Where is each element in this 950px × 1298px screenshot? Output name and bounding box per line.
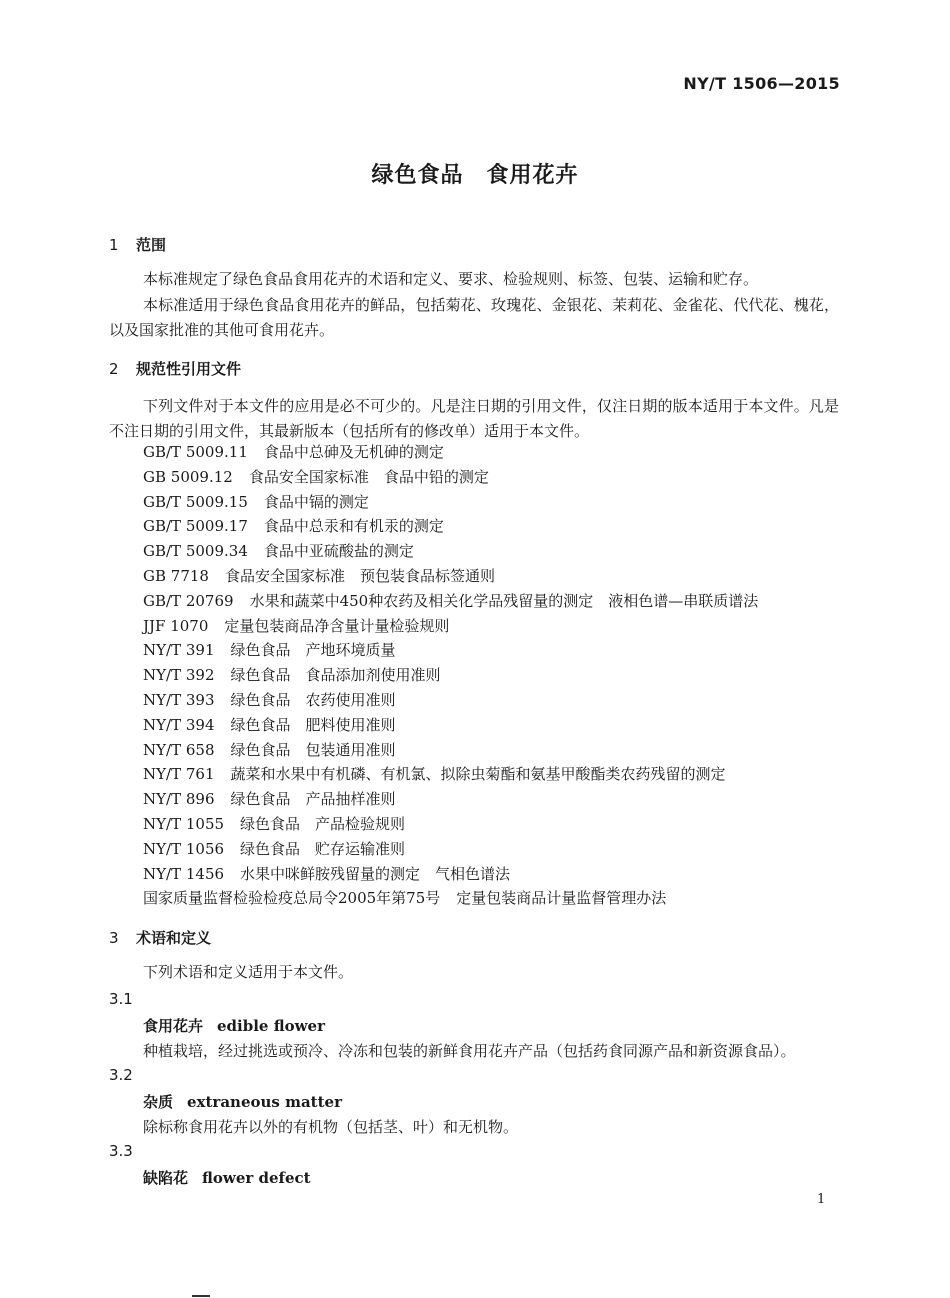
reference-code: GB/T 5009.11: [143, 443, 248, 461]
section-heading-references: [109, 358, 241, 379]
reference-title: 绿色食品 贮存运输准则: [240, 839, 406, 858]
reference-title: 食品中总砷及无机砷的测定: [263, 443, 444, 461]
reference-code: NY/T 1456: [143, 864, 225, 883]
reference-code: NY/T 391: [143, 641, 215, 660]
reference-title: 蔬菜和水果中有机磷、有机氯、拟除虫菊酯和氨基甲酸酯类农药残留的测定: [230, 765, 726, 784]
reference-code: GB/T 20769: [143, 591, 234, 610]
standard-code: NY/T 1506—2015: [683, 74, 840, 93]
list-item: [143, 514, 758, 539]
references-intro: 下列文件对于本文件的应用是必不可少的。凡是注日期的引用文件，仅注日期的版本适用于本文件。凡是不注日期的引用文件，其最新版本（包括所有的修改单）适用于本文件。: [109, 397, 839, 440]
list-item: [143, 837, 758, 862]
term-definition: 除标称食用花卉以外的有机物（包括茎、叶）和无机物。: [143, 1118, 519, 1136]
scope-paragraph-1: 本标准规定了绿色食品食用花卉的术语和定义、要求、检验规则、标签、包装、运输和贮存。: [143, 270, 759, 288]
reference-code: GB/T 5009.17: [143, 517, 248, 536]
term-name-zh: 杂质: [143, 1093, 174, 1111]
list-item: [143, 713, 758, 738]
list-item: [143, 787, 758, 812]
list-item: [143, 465, 758, 490]
reference-title: 食品安全国家标准 预包装食品标签通则: [224, 566, 495, 585]
reference-code: GB/T 5009.15: [143, 492, 248, 511]
list-item: [143, 638, 758, 663]
list-item: [143, 886, 758, 911]
reference-code: NY/T 1055: [143, 814, 225, 833]
reference-code: NY/T 1056: [143, 839, 225, 858]
reference-title: 绿色食品 食品添加剂使用准则: [230, 666, 441, 685]
reference-code: GB/T 5009.34: [143, 542, 248, 561]
section-title: 规范性引用文件: [136, 360, 242, 378]
list-item: [143, 688, 758, 713]
term-name-en: extraneous matter: [187, 1093, 342, 1111]
term-name-zh: 缺陷花: [143, 1169, 189, 1187]
reference-code: GB 5009.12: [143, 467, 233, 486]
reference-title: 绿色食品 产品检验规则: [240, 814, 406, 833]
list-item: [143, 614, 758, 639]
list-item: [143, 762, 758, 787]
section-number: 2: [109, 360, 119, 378]
term-name: [143, 1015, 325, 1036]
terms-intro: 下列术语和定义适用于本文件。: [143, 963, 354, 981]
reference-list: [143, 440, 758, 911]
term-name: [143, 1167, 311, 1188]
section-heading-scope: [109, 234, 166, 255]
term-number: 3.1: [109, 990, 133, 1008]
term-name-en: edible flower: [217, 1017, 325, 1035]
scan-artifact: [192, 1295, 210, 1297]
list-item: [143, 738, 758, 763]
reference-code: JJF 1070: [143, 616, 209, 635]
section-title: 术语和定义: [136, 929, 212, 947]
list-item: [143, 440, 758, 465]
reference-code: NY/T 761: [143, 765, 215, 784]
reference-title: 水果中咪鲜胺残留量的测定 气相色谱法: [240, 864, 511, 883]
reference-title: 绿色食品 包装通用准则: [230, 740, 396, 759]
reference-title: 绿色食品 产地环境质量: [230, 641, 396, 660]
section-title: 范围: [136, 236, 167, 254]
term-name: [143, 1091, 342, 1112]
reference-title: 食品中亚硫酸盐的测定: [263, 542, 414, 561]
reference-code: 国家质量监督检验检疫总局令2005年第75号: [143, 889, 441, 908]
list-item: [143, 663, 758, 688]
section-heading-terms: [109, 927, 211, 948]
term-name-zh: 食用花卉: [143, 1017, 204, 1035]
term-name-en: flower defect: [202, 1169, 311, 1187]
reference-title: 食品中镉的测定: [263, 492, 369, 511]
reference-title: 食品安全国家标准 食品中铅的测定: [248, 467, 489, 486]
reference-title: 定量包装商品计量监督管理办法: [456, 889, 667, 908]
reference-title: 绿色食品 农药使用准则: [230, 690, 396, 709]
reference-title: 食品中总汞和有机汞的测定: [263, 517, 444, 536]
scope-paragraph-2: 本标准适用于绿色食品食用花卉的鲜品，包括菊花、玫瑰花、金银花、茉莉花、金雀花、代代花、槐花，以及国家批准的其他可食用花卉。: [109, 296, 839, 339]
list-item: [143, 539, 758, 564]
reference-code: GB 7718: [143, 566, 209, 585]
list-item: [143, 589, 758, 614]
term-definition: 种植栽培，经过挑选或预冷、冷冻和包装的新鲜食用花卉产品（包括药食同源产品和新资源食品）。: [143, 1042, 796, 1060]
page-number: 1: [817, 1192, 826, 1207]
reference-code: NY/T 658: [143, 740, 215, 759]
section-number: 1: [109, 236, 119, 254]
reference-title: 定量包装商品净含量计量检验规则: [224, 616, 450, 635]
reference-code: NY/T 393: [143, 690, 215, 709]
reference-title: 水果和蔬菜中450种农药及相关化学品残留量的测定 液相色谱—串联质谱法: [249, 591, 759, 610]
reference-title: 绿色食品 产品抽样准则: [230, 790, 396, 809]
document-title: 绿色食品 食用花卉: [371, 163, 579, 188]
term-number: 3.3: [109, 1142, 133, 1160]
term-number: 3.2: [109, 1066, 133, 1084]
list-item: [143, 564, 758, 589]
reference-title: 绿色食品 肥料使用准则: [230, 715, 396, 734]
reference-code: NY/T 394: [143, 715, 215, 734]
reference-code: NY/T 896: [143, 790, 215, 809]
section-number: 3: [109, 929, 119, 947]
list-item: [143, 490, 758, 515]
list-item: [143, 862, 758, 887]
reference-code: NY/T 392: [143, 666, 215, 685]
list-item: [143, 812, 758, 837]
